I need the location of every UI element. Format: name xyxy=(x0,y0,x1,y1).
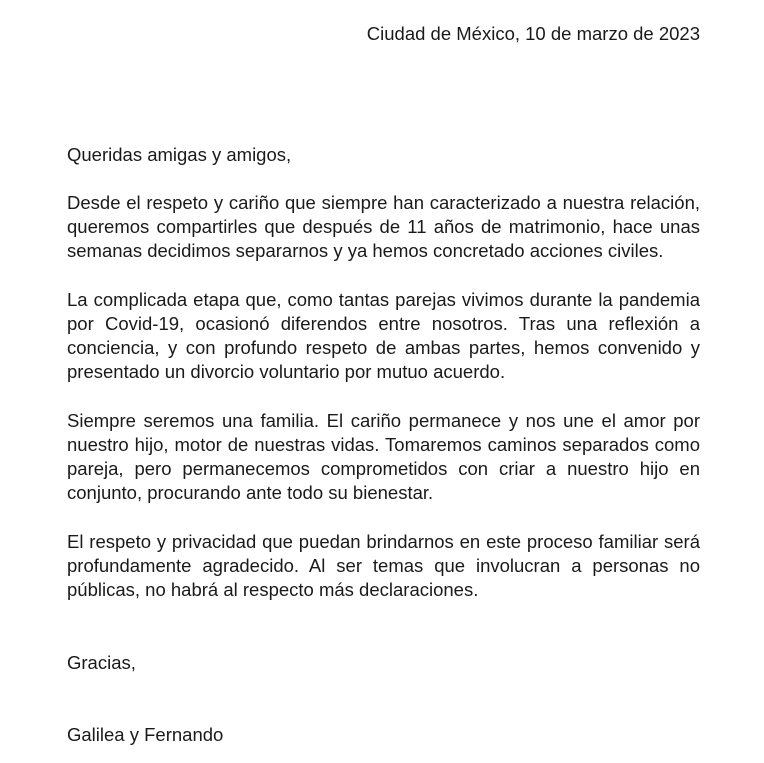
greeting: Queridas amigas y amigos, xyxy=(67,144,292,165)
signature: Galilea y Fernando xyxy=(67,724,224,745)
paragraph-2: La complicada etapa que, como tantas parejas vivimos durante la pandemia por Covid-19, ocasionó diferendos entre nosotros. Tras una reflexión a conciencia, y con profundo respeto de ambas partes, hemos convenido y presentado un divorcio voluntario por mutuo acuerdo. xyxy=(67,289,700,382)
paragraph-3: Siempre seremos una familia. El cariño permanece y nos une el amor por nuestro hijo, motor de nuestras vidas. Tomaremos caminos separados como pareja, pero permanecemos comprometidos con criar a nuestro hijo en conjunto, procurando ante todo su bienestar. xyxy=(67,410,700,503)
closing: Gracias, xyxy=(67,652,136,673)
paragraph-4: El respeto y privacidad que puedan brindarnos en este proceso familiar será profundamente agradecido. Al ser temas que involucran a personas no públicas, no habrá al respecto más declaraciones. xyxy=(67,531,700,600)
place-date: Ciudad de México, 10 de marzo de 2023 xyxy=(366,23,700,44)
paragraph-1: Desde el respeto y cariño que siempre han caracterizado a nuestra relación, queremos compartirles que después de 11 años de matrimonio, hace unas semanas decidimos separarnos y ya hemos concretado acciones civiles. xyxy=(67,192,700,261)
